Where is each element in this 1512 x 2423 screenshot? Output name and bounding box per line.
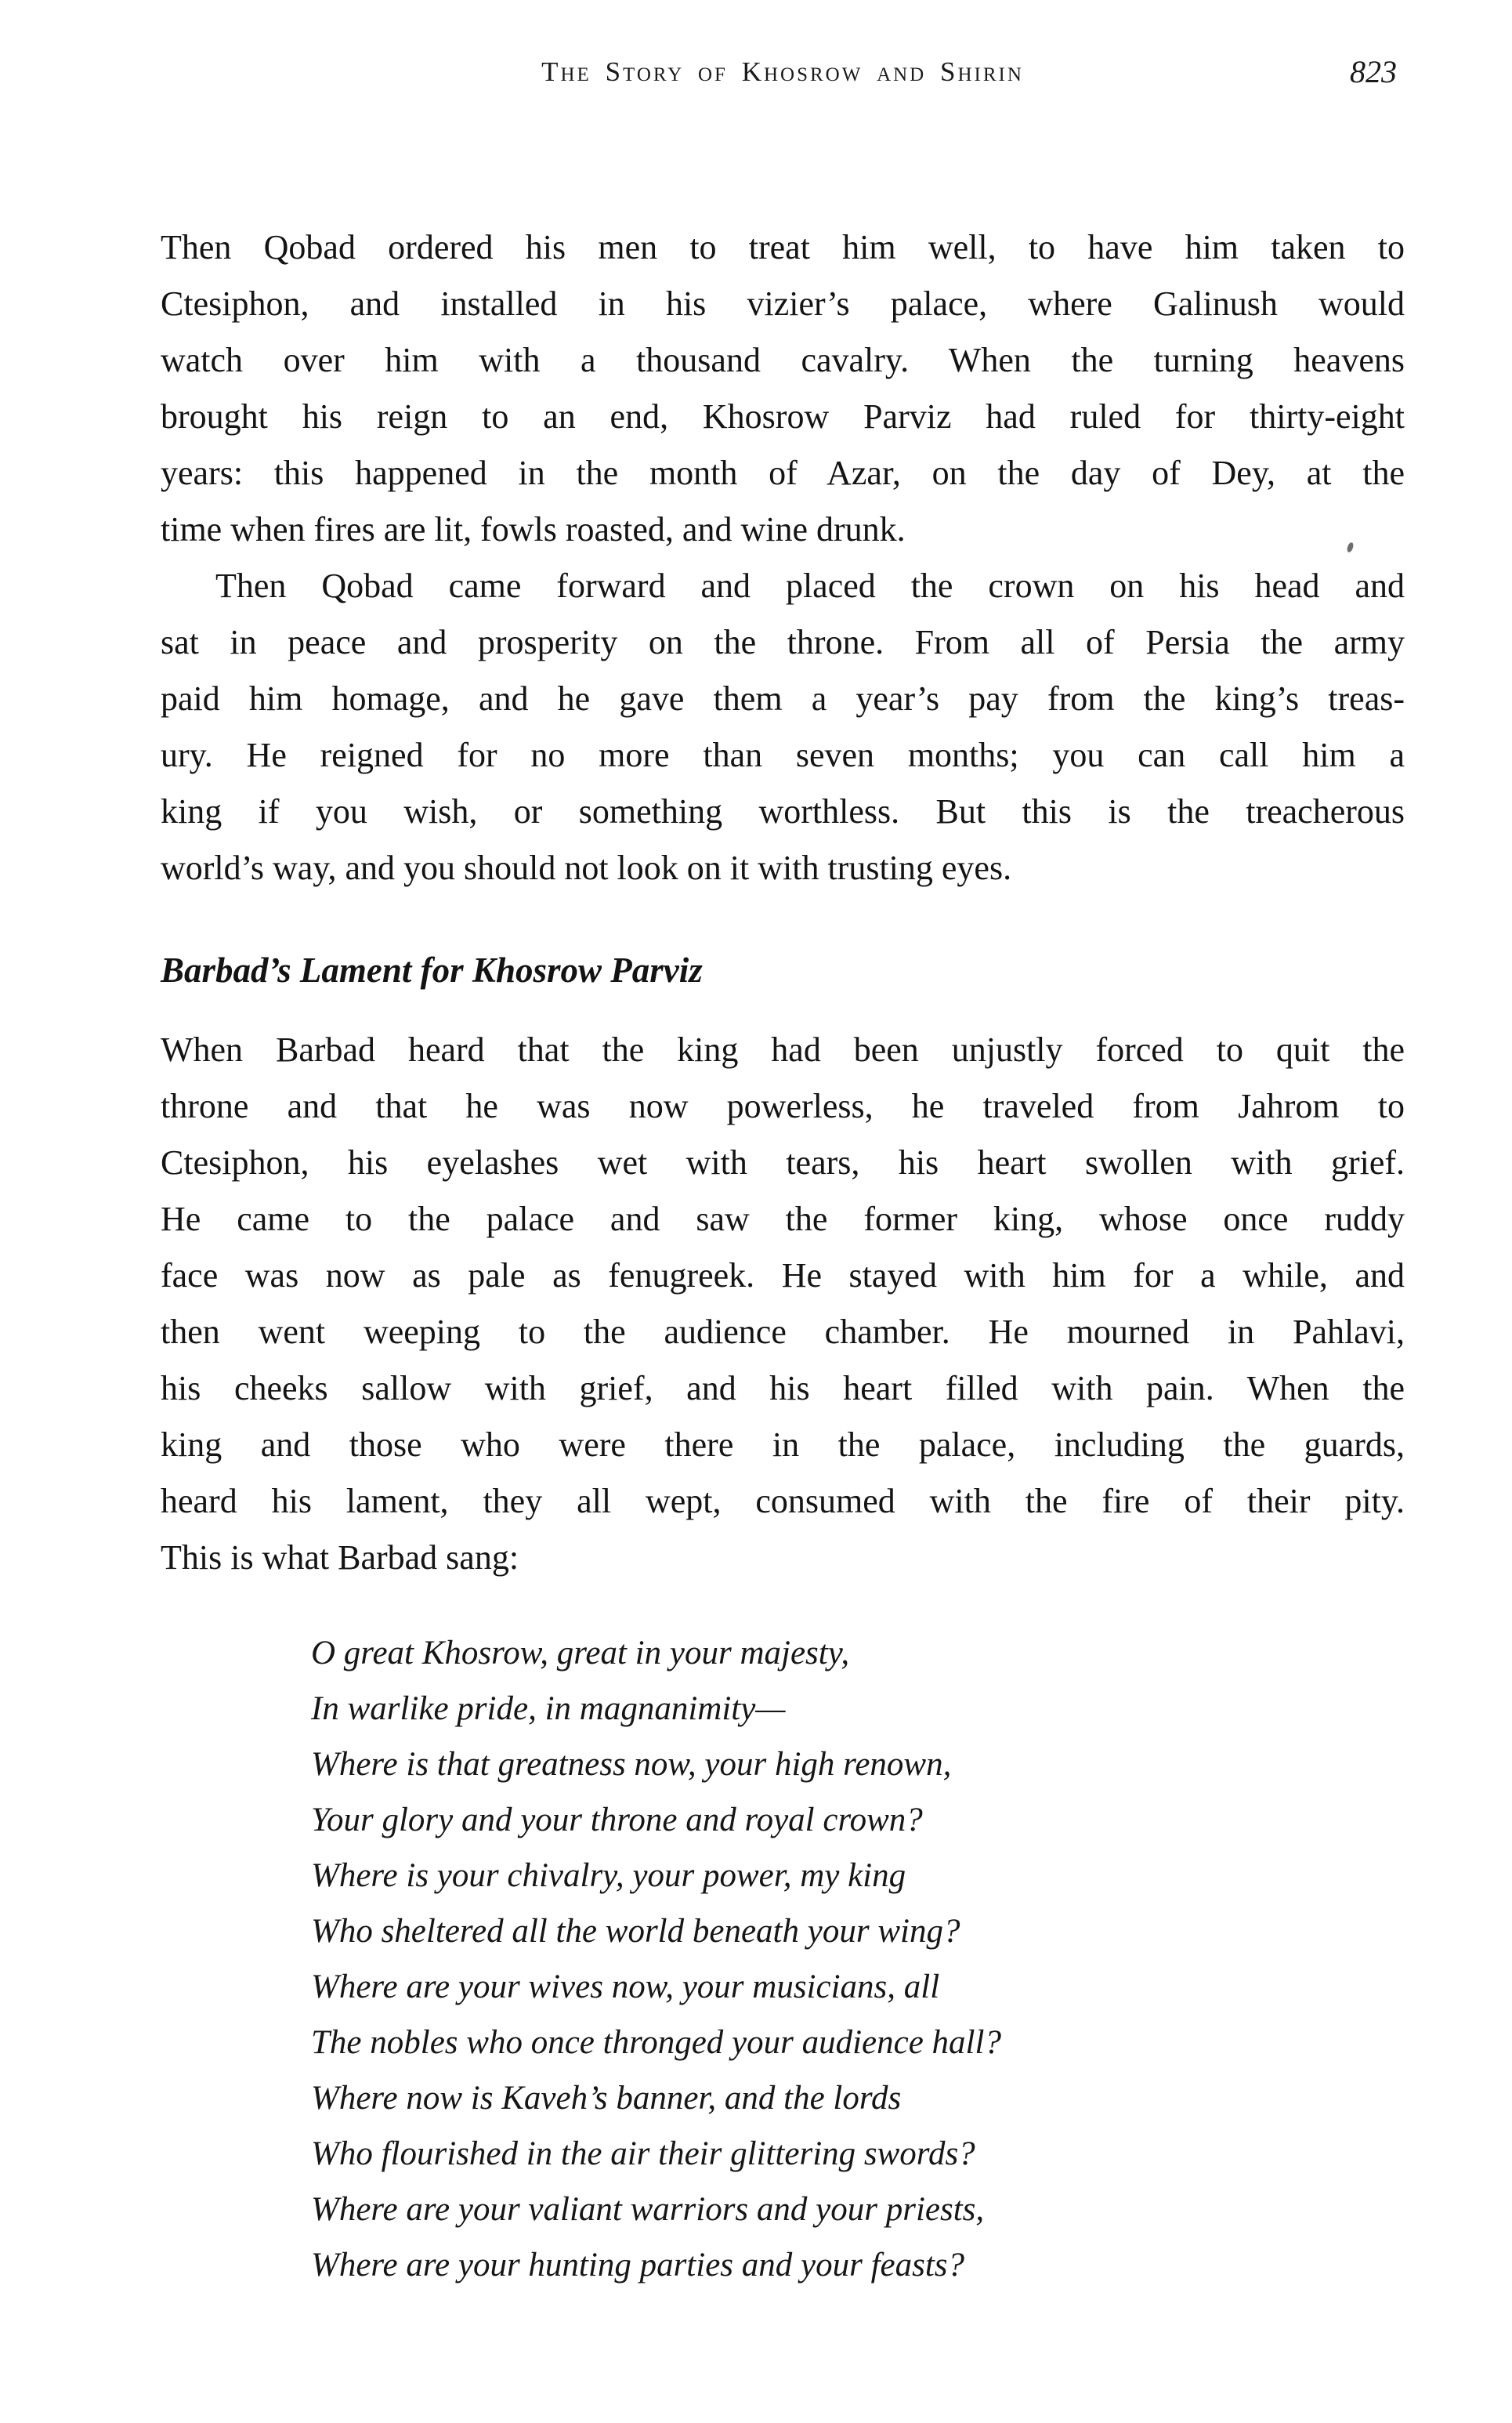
poem-line: O great Khosrow, great in your majesty, bbox=[311, 1635, 850, 1671]
text-line: king if you wish, or something worthless. But this is the treacherous bbox=[161, 792, 1405, 831]
text-line: time when fires are lit, fowls roasted, and wine drunk. bbox=[161, 510, 906, 549]
poem-line: Where is your chivalry, your power, my king bbox=[311, 1857, 906, 1894]
section-heading: Barbad’s Lament for Khosrow Parviz bbox=[161, 951, 703, 990]
text-line: heard his lament, they all wept, consumed with the fire of their pity. bbox=[161, 1482, 1405, 1520]
poem-line: Where are your wives now, your musicians, all bbox=[311, 1968, 940, 2005]
poem-line: In warlike pride, in magnanimity— bbox=[311, 1690, 786, 1727]
text-line: Ctesiphon, his eyelashes wet with tears, his heart swollen with grief. bbox=[161, 1143, 1405, 1182]
text-line: Ctesiphon, and installed in his vizier’s palace, where Galinush would bbox=[161, 284, 1405, 323]
text-line: When Barbad heard that the king had been unjustly forced to quit the bbox=[161, 1030, 1405, 1069]
text-line: then went weeping to the audience chamber. He mourned in Pahlavi, bbox=[161, 1313, 1405, 1351]
paragraph bbox=[161, 1022, 1405, 1586]
paragraph bbox=[161, 558, 1405, 896]
text-line: face was now as pale as fenugreek. He stayed with him for a while, and bbox=[161, 1256, 1405, 1295]
poem-line: Where is that greatness now, your high renown, bbox=[311, 1746, 952, 1783]
paragraph bbox=[161, 219, 1405, 558]
text-block bbox=[161, 219, 1405, 2293]
text-line: throne and that he was now powerless, he traveled from Jahrom to bbox=[161, 1087, 1405, 1125]
text-line: sat in peace and prosperity on the throne. From all of Persia the army bbox=[161, 623, 1405, 661]
poem-line: Who sheltered all the world beneath your wing? bbox=[311, 1913, 960, 1950]
running-title: The Story of Khosrow and Shirin bbox=[541, 56, 1024, 87]
text-line: world’s way, and you should not look on it with trusting eyes. bbox=[161, 849, 1012, 887]
page-number: 823 bbox=[1350, 54, 1397, 89]
page-header bbox=[161, 56, 1405, 96]
text-line: He came to the palace and saw the former king, whose once ruddy bbox=[161, 1200, 1405, 1238]
text-line: years: this happened in the month of Azar, on the day of Dey, at the bbox=[161, 454, 1405, 492]
paragraphs-after-heading bbox=[161, 1022, 1405, 1586]
poem bbox=[161, 1625, 1405, 2293]
poem-line: Where are your hunting parties and your feasts? bbox=[311, 2247, 965, 2284]
poem-line: Where now is Kaveh’s banner, and the lords bbox=[311, 2080, 902, 2117]
poem-line: Your glory and your throne and royal crown? bbox=[311, 1802, 923, 1838]
paragraphs-before-heading bbox=[161, 219, 1405, 896]
text-line: king and those who were there in the palace, including the guards, bbox=[161, 1425, 1405, 1464]
text-line: Then Qobad came forward and placed the crown on his head and bbox=[215, 567, 1405, 605]
text-line: Then Qobad ordered his men to treat him well, to have him taken to bbox=[161, 228, 1405, 266]
text-line: paid him homage, and he gave them a year’s pay from the king’s treas- bbox=[161, 679, 1405, 718]
text-line: brought his reign to an end, Khosrow Parviz had ruled for thirty-eight bbox=[161, 397, 1405, 436]
poem-line: The nobles who once thronged your audience hall? bbox=[311, 2024, 1001, 2061]
text-line: ury. He reigned for no more than seven months; you can call him a bbox=[161, 736, 1405, 774]
text-line: watch over him with a thousand cavalry. When the turning heavens bbox=[161, 341, 1405, 379]
text-line: his cheeks sallow with grief, and his heart filled with pain. When the bbox=[161, 1369, 1405, 1407]
text-line: This is what Barbad sang: bbox=[161, 1538, 519, 1577]
poem-line: Where are your valiant warriors and your priests, bbox=[311, 2191, 985, 2228]
poem-line: Who flourished in the air their glittering swords? bbox=[311, 2135, 975, 2172]
